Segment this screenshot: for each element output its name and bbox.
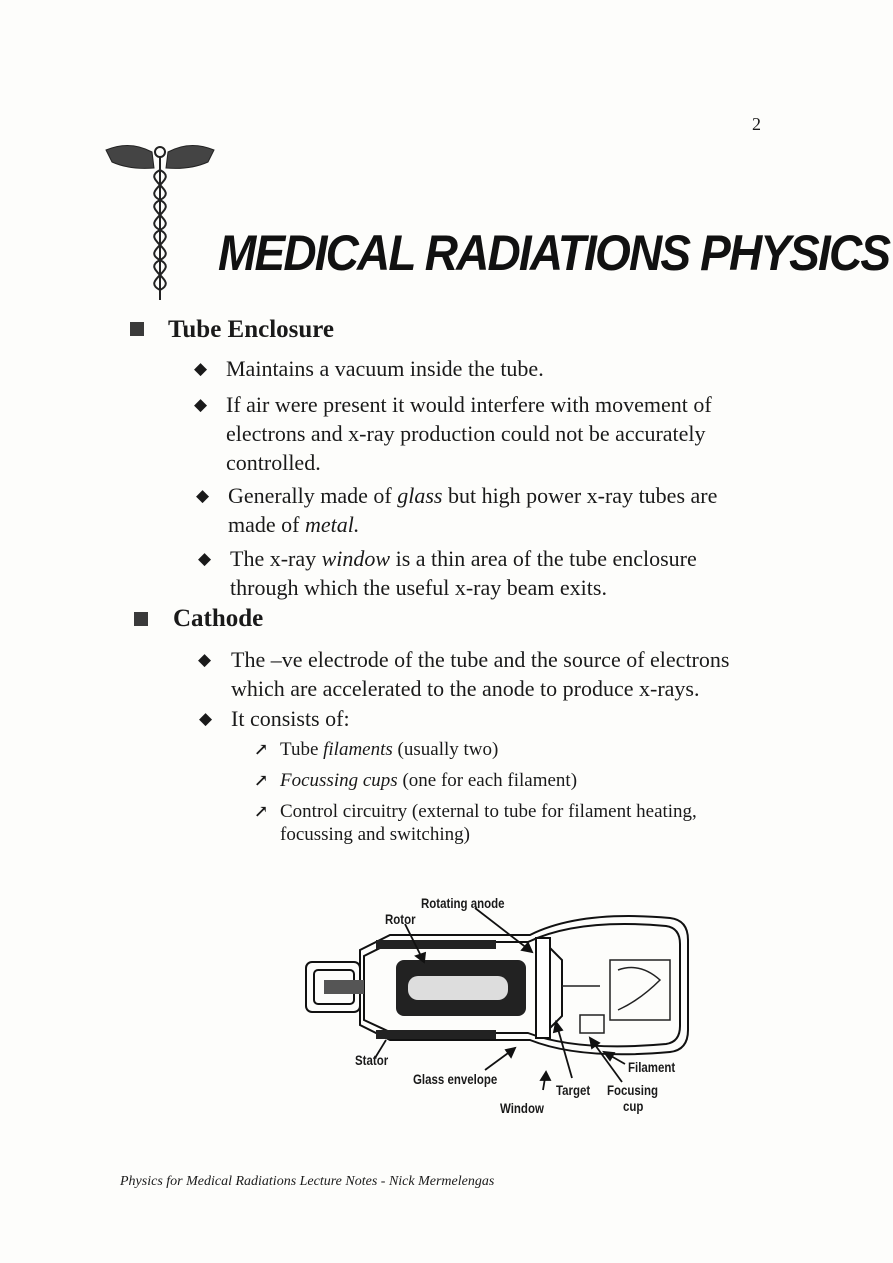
diamond-icon: ◆ xyxy=(194,359,208,378)
bullet-text xyxy=(226,390,712,477)
bullet-text xyxy=(226,354,544,383)
bullet-line: The x-ray window is a thin area of the tube enclosure xyxy=(230,546,697,571)
square-bullet-icon xyxy=(130,322,144,336)
diamond-icon: ◆ xyxy=(198,549,212,568)
square-bullet-icon xyxy=(134,612,148,626)
stator-coil-bottom xyxy=(376,1030,496,1039)
section-heading-tube-enclosure: Tube Enclosure xyxy=(168,316,335,343)
sub-item-text: Tube filaments (usually two) xyxy=(280,739,499,760)
bullet-line: It consists of: xyxy=(231,706,350,731)
bullet-line: controlled. xyxy=(226,450,321,475)
sub-item-text xyxy=(280,800,697,846)
page-number: 2 xyxy=(752,114,761,134)
label-focusing: Focusing xyxy=(607,1082,659,1098)
document-title: MEDICAL RADIATIONS PHYSICS xyxy=(218,225,890,281)
bullet-line: Generally made of glass but high power x-ray tubes are xyxy=(228,483,718,508)
bullet-line: If air were present it would interfere with movement of xyxy=(226,392,712,417)
section-heading-cathode: Cathode xyxy=(173,605,264,632)
label-window: Window xyxy=(500,1100,544,1116)
bullet-text xyxy=(231,645,729,703)
label-stator: Stator xyxy=(355,1052,389,1068)
label-glass-envelope: Glass envelope xyxy=(413,1071,498,1087)
diamond-icon: ◆ xyxy=(196,486,210,505)
diamond-icon: ◆ xyxy=(198,650,212,669)
sub-item-line: focussing and switching) xyxy=(280,824,470,845)
label-cup: cup xyxy=(623,1098,644,1114)
arrow-icon: ↗ xyxy=(254,802,269,821)
bullet-line: The –ve electrode of the tube and the source of electrons xyxy=(231,647,730,672)
arrow-icon: ↗ xyxy=(254,771,269,790)
diamond-icon: ◆ xyxy=(199,709,213,728)
rotating-anode-icon xyxy=(536,938,550,1038)
sub-item-line: Control circuitry (external to tube for filament heating, xyxy=(280,801,697,822)
bullet-text xyxy=(228,481,717,539)
bullet-line: electrons and x-ray production could not be accurately xyxy=(226,421,706,446)
label-rotor: Rotor xyxy=(385,911,416,927)
bullet-text xyxy=(230,544,697,602)
bullet-line: made of metal. xyxy=(228,512,360,537)
page-footer: Physics for Medical Radiations Lecture Notes - Nick Mermelengas xyxy=(120,1174,495,1189)
label-filament: Filament xyxy=(628,1059,676,1075)
bullet-line: through which the useful x-ray beam exits. xyxy=(230,575,607,600)
label-target: Target xyxy=(556,1082,591,1098)
diamond-icon: ◆ xyxy=(194,395,208,414)
bullet-line: which are accelerated to the anode to produce x-rays. xyxy=(231,676,700,701)
arrow-icon: ↗ xyxy=(254,740,269,759)
stator-coil-top xyxy=(376,940,496,949)
bullet-line: Maintains a vacuum inside the tube. xyxy=(226,356,544,381)
caduceus-logo-icon xyxy=(100,140,220,305)
sub-item-text: Focussing cups (one for each filament) xyxy=(280,770,578,791)
bullet-text xyxy=(231,704,350,733)
label-rotating-anode: Rotating anode xyxy=(421,895,505,911)
